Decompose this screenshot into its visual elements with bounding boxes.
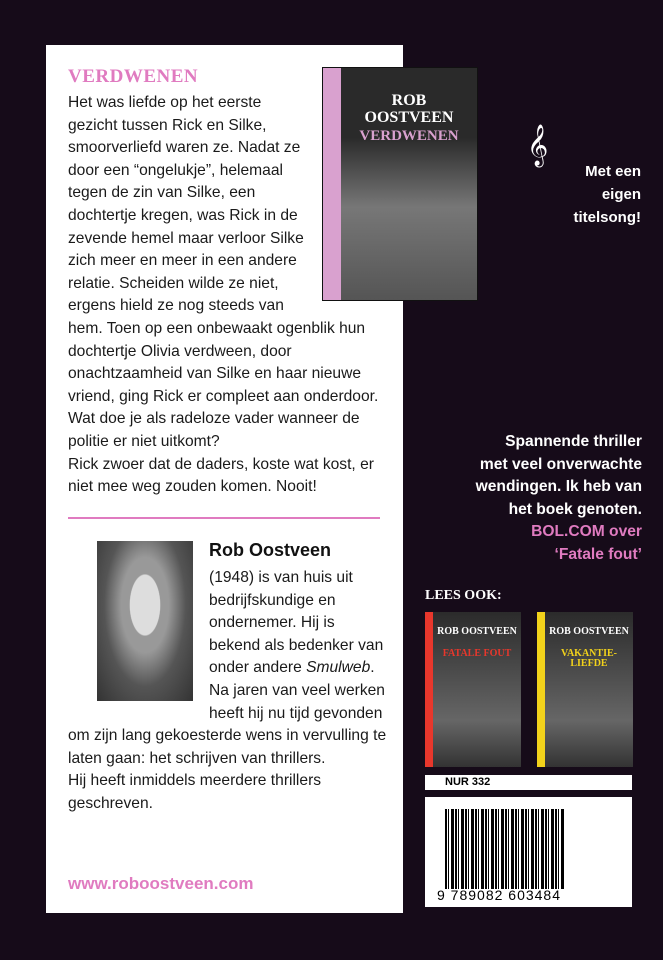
cover-author-line: OOSTVEEN — [364, 109, 454, 126]
bio-text: (1948) is van huis uit bedrijfskundige en ondernemer. Hij is bekend als bedenker van onder andere — [209, 569, 384, 677]
song-line: eigen — [601, 186, 641, 203]
author-name: Rob Oostveen — [209, 540, 332, 560]
spine — [537, 612, 545, 767]
blurb-ending: Rick zwoer dat de daders, koste wat kost, er niet mee weg zouden komen. Nooit! — [68, 455, 374, 496]
song-line: Met een — [585, 163, 641, 180]
bio-text-2: . Na jaren van veel werken heeft hij nu tijd gevonden om zijn lang gekoesterde wens in vervulling te laten gaan: het schrijven van thrillers. — [68, 659, 387, 767]
bio-emphasis: Smulweb — [306, 659, 371, 677]
review-quote — [476, 431, 642, 567]
quote-line: het boek genoten. — [508, 500, 642, 518]
quote-line: wendingen. Ik heb van — [475, 478, 642, 496]
lees-ook-heading: LEES OOK: — [425, 588, 502, 603]
book-author: ROB OOSTVEEN — [549, 626, 629, 637]
spine — [425, 612, 433, 767]
spine — [323, 68, 341, 300]
barcode-bars — [445, 809, 565, 889]
website-link[interactable]: www.roboostveen.com — [68, 874, 254, 893]
quote-source: BOL.COM over — [531, 523, 642, 541]
book-vakantieliefde — [537, 612, 633, 767]
isbn: 9 789082 603484 — [437, 887, 561, 903]
book-title-small: FATALE FOUT — [442, 648, 512, 659]
cover-author-line: ROB — [391, 92, 427, 109]
divider — [68, 517, 380, 519]
photo-spacer — [68, 567, 209, 703]
cover-image — [323, 68, 477, 300]
cover-author — [341, 92, 477, 126]
book-title-small: VAKANTIE-LIEFDE — [561, 648, 617, 669]
author-bio — [68, 567, 388, 816]
book-author: ROB OOSTVEEN — [437, 626, 517, 637]
blurb-text: Het was liefde op het eerste gezicht tussen Rick en Silke, smoorverliefd waren ze. Nadat ze door een “ongelukje”, helemaal tegen de zin van Silke, een dochtertje kregen, was Rick in de zevende hemel maar verloor Silke zich meer en meer in een andere relatie. Scheiden wilde ze niet, ergens hield ze nog steeds van hem. Toen op een onbewaakt ogenblik hun dochtertje Olivia verdween, door onachtzaamheid van Silke en haar nieuwe vriend, ging Rick er compleet aan onderdoor. Wat doe je als radeloze vader wanneer de politie er niet uitkomt? — [68, 94, 379, 450]
barcode — [425, 797, 632, 907]
titelsong-note — [574, 160, 642, 229]
quote-line: Spannende thriller — [505, 433, 642, 450]
quote-source-title: ‘Fatale fout’ — [554, 545, 642, 563]
cover-title: VERDWENEN — [359, 128, 459, 144]
quote-line: met veel onverwachte — [479, 455, 642, 473]
nur-code: NUR 332 — [425, 775, 632, 790]
song-line: titelsong! — [573, 209, 641, 226]
bio-text-3: Hij heeft inmiddels meerdere thrillers geschreven. — [68, 772, 322, 812]
book-fatale-fout — [425, 612, 521, 767]
book-title: VERDWENEN — [68, 66, 199, 87]
treble-clef-icon: 𝄞 — [527, 124, 549, 165]
